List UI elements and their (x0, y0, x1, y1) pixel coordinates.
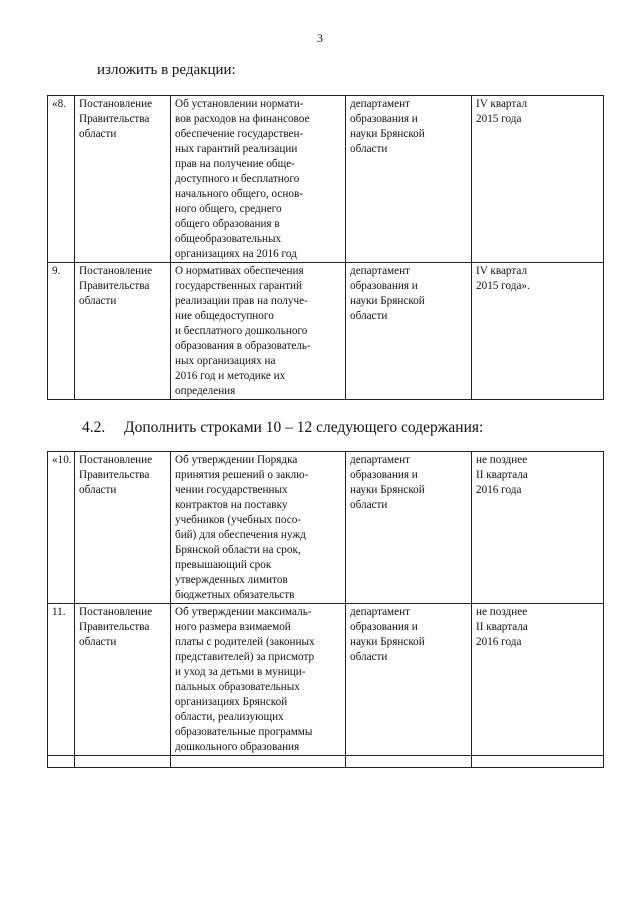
cell-text-line: 2015 года (476, 113, 522, 125)
cell-text-line: организациях Брянской (175, 696, 288, 708)
cell-text-line: II квартала (476, 621, 528, 633)
cell-text-line: ных организациях на (175, 355, 276, 367)
cell-text-line: образования в образователь- (175, 340, 311, 352)
cell-text-line: области (79, 128, 117, 140)
cell-text-line: организациях на 2016 год (175, 248, 297, 260)
cell-text-line: области (79, 484, 117, 496)
document-title-cell (171, 604, 346, 756)
row-number-cell: 11. (48, 604, 75, 756)
responsible-cell (346, 96, 472, 263)
cell-text-line: учебников (учебных посо- (175, 514, 302, 526)
cell-text-line: департамент (350, 98, 410, 110)
table-row (48, 96, 604, 263)
cell-text-line: определения (175, 385, 236, 397)
cell-text-line: общего образования в (175, 218, 280, 230)
cell-text-line: департамент (350, 265, 410, 277)
cell-text-line: области, реализующих (175, 711, 284, 723)
cell-text-line: области (350, 499, 388, 511)
cell-text-line: Об утверждении максималь- (175, 606, 312, 618)
cell-text-line: образования и (350, 621, 418, 633)
cell-text-line: утвержденных лимитов (175, 574, 288, 586)
cell-text-line: бюджетных обязательств (175, 589, 295, 601)
page-number: 3 (317, 31, 323, 45)
intro-text: изложить в редакции: (97, 62, 236, 78)
cell-text-line: IV квартал (476, 265, 528, 277)
cell-text-line: реализации прав на получе- (175, 295, 308, 307)
cell-text-line: II квартала (476, 469, 528, 481)
cell-text-line: IV квартал (476, 98, 528, 110)
empty-cell (75, 756, 171, 768)
cell-text-line: образования и (350, 280, 418, 292)
document-type-cell (75, 263, 171, 400)
cell-text-line: пальных образовательных (175, 681, 300, 693)
cell-text-line: принятия решений о заклю- (175, 469, 309, 481)
cell-text-line: образования и (350, 113, 418, 125)
cell-text-line: ного общего, среднего (175, 203, 282, 215)
document-type-cell (75, 96, 171, 263)
document-type-cell (75, 452, 171, 604)
cell-text-line: образования и (350, 469, 418, 481)
cell-text-line: бий) для обеспечения нужд (175, 529, 306, 541)
cell-text-line: науки Брянской (350, 484, 425, 496)
cell-text-line: Постановление (79, 606, 153, 618)
deadline-cell (472, 604, 604, 756)
table-row (48, 263, 604, 400)
cell-text-line: доступного и бесплатного (175, 173, 300, 185)
cell-text-line: образовательные программы (175, 726, 313, 738)
cell-text-line: 2016 года (476, 484, 522, 496)
document-type-cell (75, 604, 171, 756)
cell-text-line: 2015 года». (476, 280, 530, 292)
cell-text-line: превышающий срок (175, 559, 272, 571)
document-title-cell (171, 452, 346, 604)
cell-text-line: вов расходов на финансовое (175, 113, 310, 125)
row-number-cell: «8. (48, 96, 75, 263)
cell-text-line: Постановление (79, 454, 153, 466)
empty-cell (171, 756, 346, 768)
cell-text-line: департамент (350, 454, 410, 466)
table-row (48, 604, 604, 756)
cell-text-line: области (79, 295, 117, 307)
cell-text-line: платы с родителей (законных (175, 636, 315, 648)
cell-text-line: дошкольного образования (175, 741, 300, 753)
cell-text-line: ных гарантий реализации (175, 143, 298, 155)
cell-text-line: департамент (350, 606, 410, 618)
cell-text-line: области (350, 143, 388, 155)
cell-text-line: науки Брянской (350, 636, 425, 648)
cell-text-line: Брянской области на срок, (175, 544, 301, 556)
cell-text-line: Правительства (79, 469, 150, 481)
cell-text-line: не позднее (476, 454, 528, 466)
section-number: 4.2. (82, 419, 106, 436)
empty-cell (472, 756, 604, 768)
cell-text-line: государственных гарантий (175, 280, 303, 292)
cell-text-line: Об утверждении Порядка (175, 454, 298, 466)
plan-table-revised (47, 95, 604, 400)
cell-text-line: ного размера взимаемой (175, 621, 291, 633)
cell-text-line: науки Брянской (350, 128, 425, 140)
document-title-cell (171, 263, 346, 400)
cell-text-line: обеспечение государствен- (175, 128, 304, 140)
cell-text-line: прав на получение обще- (175, 158, 295, 170)
cell-text-line: и бесплатного дошкольного (175, 325, 308, 337)
cell-text-line: представителей) за присмотр (175, 651, 315, 663)
cell-text-line: Правительства (79, 621, 150, 633)
plan-table-additions (47, 451, 604, 768)
deadline-cell (472, 263, 604, 400)
cell-text-line: и уход за детьми в муници- (175, 666, 306, 678)
section-heading (82, 419, 483, 437)
row-number-cell: «10. (48, 452, 75, 604)
responsible-cell (346, 604, 472, 756)
cell-text-line: Правительства (79, 113, 150, 125)
cell-text-line: области (79, 636, 117, 648)
empty-cell (48, 756, 75, 768)
deadline-cell (472, 96, 604, 263)
section-text: Дополнить строками 10 – 12 следующего содержания: (124, 419, 484, 436)
cell-text-line: области (350, 651, 388, 663)
cell-text-line: 2016 года (476, 636, 522, 648)
responsible-cell (346, 452, 472, 604)
cell-text-line: Постановление (79, 265, 153, 277)
cell-text-line: Правительства (79, 280, 150, 292)
cell-text-line: чении государственных (175, 484, 288, 496)
document-title-cell (171, 96, 346, 263)
empty-cell (346, 756, 472, 768)
cell-text-line: 2016 год и методике их (175, 370, 286, 382)
cell-text-line: области (350, 310, 388, 322)
cell-text-line: общеобразовательных (175, 233, 282, 245)
cell-text-line: Об установлении нормати- (175, 98, 304, 110)
row-number-cell: 9. (48, 263, 75, 400)
cell-text-line: не позднее (476, 606, 528, 618)
cell-text-line: ние общедоступного (175, 310, 274, 322)
cell-text-line: науки Брянской (350, 295, 425, 307)
cell-text-line: Постановление (79, 98, 153, 110)
cell-text-line: начального общего, основ- (175, 188, 303, 200)
responsible-cell (346, 263, 472, 400)
cell-text-line: контрактов на поставку (175, 499, 288, 511)
deadline-cell (472, 452, 604, 604)
table-row-empty (48, 756, 604, 768)
table-row (48, 452, 604, 604)
cell-text-line: О нормативах обеспечения (175, 265, 304, 277)
